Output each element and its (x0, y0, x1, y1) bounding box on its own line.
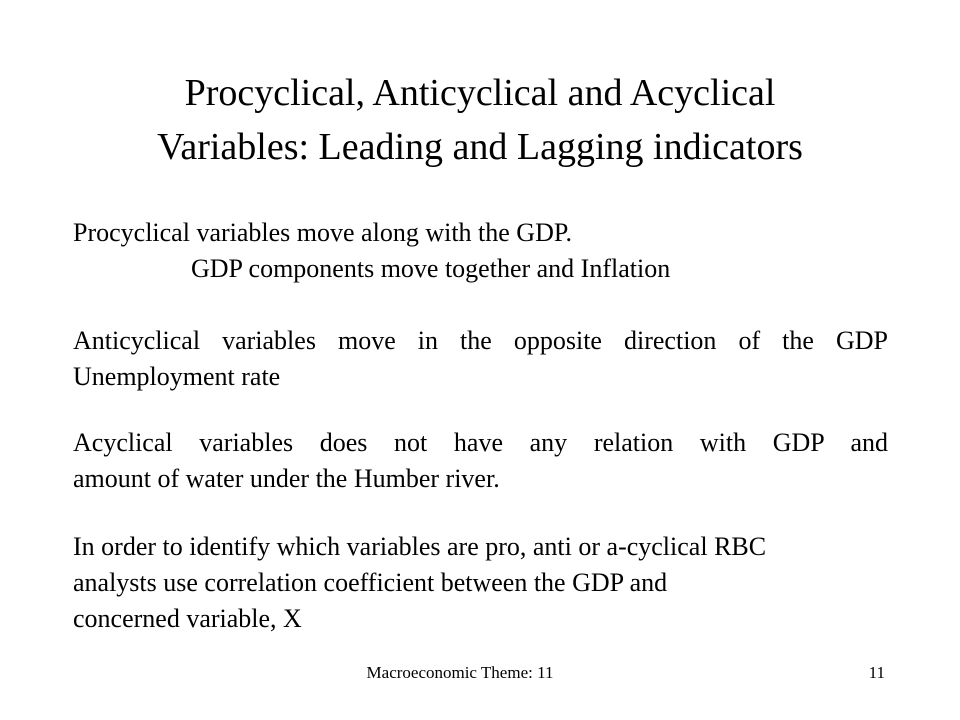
title-line-2: Variables: Leading and Lagging indicators (157, 126, 803, 168)
acyclical-line-2: amount of water under the Humber river. (73, 464, 500, 493)
anticyclical-line-2: Unemployment rate (73, 362, 281, 391)
anticyclical-line-1: Anticyclical variables move in the opposite direction of the GDP (73, 326, 888, 355)
paragraph-identify (73, 529, 888, 637)
acyclical-line-1: Acyclical variables does not have any relation with GDP and (73, 428, 888, 457)
slide-title (60, 66, 900, 174)
footer-theme: Macroeconomic Theme: 11 (366, 663, 554, 682)
page-number: 11 (868, 663, 885, 682)
paragraph-acyclical (73, 425, 888, 497)
identify-line-1: In order to identify which variables are pro, anti or a-cyclical RBC (73, 532, 767, 561)
paragraph-procyclical (73, 215, 888, 287)
procyclical-line-2: GDP components move together and Inflation (191, 254, 671, 283)
identify-line-3: concerned variable, X (73, 604, 302, 633)
identify-line-2: analysts use correlation coefficient between the GDP and (73, 568, 668, 597)
title-line-1: Procyclical, Anticyclical and Acyclical (184, 72, 776, 114)
paragraph-anticyclical (73, 323, 888, 395)
procyclical-line-1: Procyclical variables move along with the GDP. (73, 218, 572, 247)
